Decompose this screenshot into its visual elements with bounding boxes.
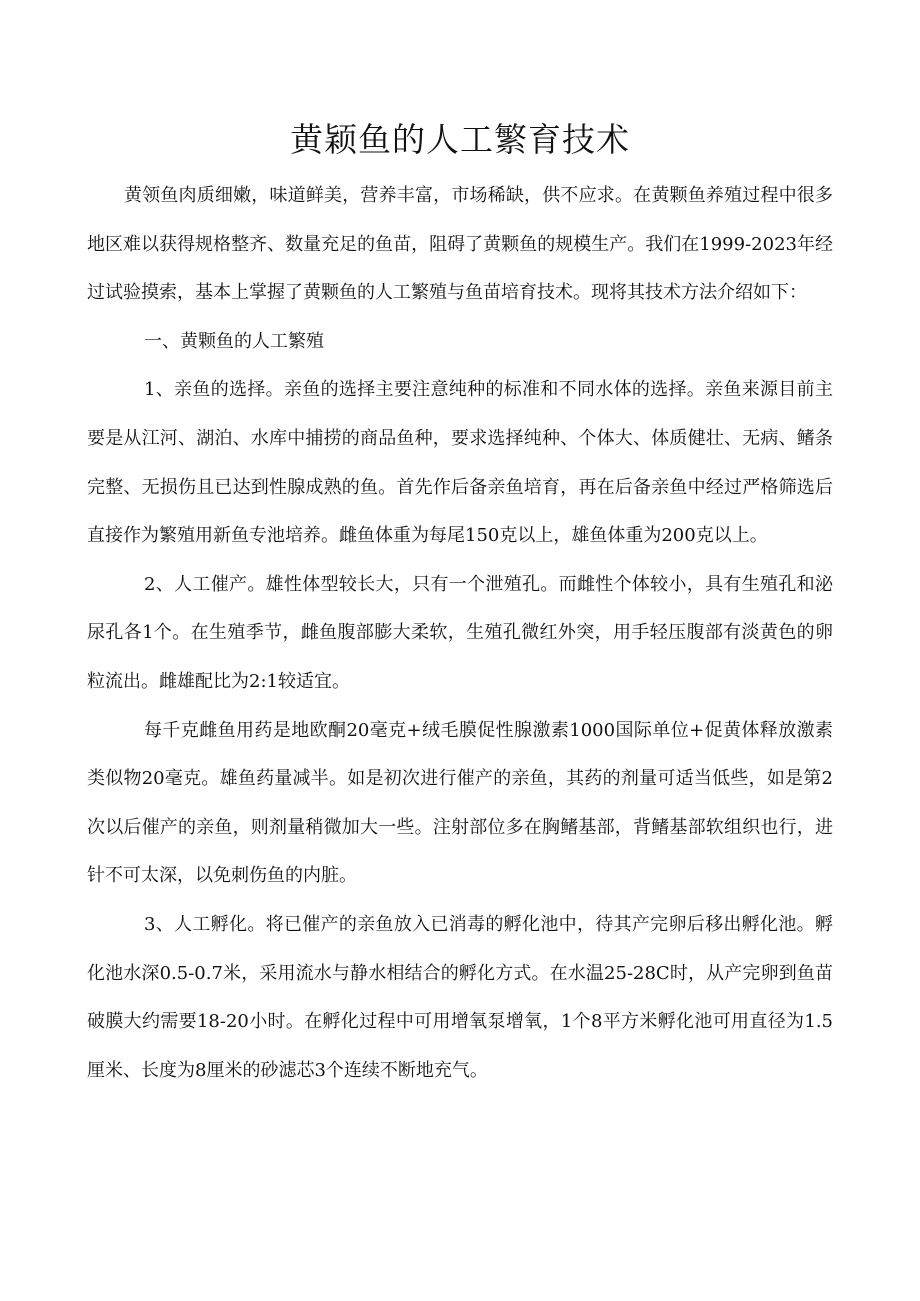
paragraph-artificial-induction: 2、人工催产。雄性体型较长大，只有一个泄殖孔。而雌性个体较小，具有生殖孔和泌尿孔各1个。在生殖季节，雌鱼腹部膨大柔软，生殖孔微红外突，用手轻压腹部有淡黄色的卵粒流出。雌雄配比为2:1较适宜。 [87, 573, 833, 692]
paragraph-artificial-hatching: 3、人工孵化。将已催产的亲鱼放入已消毒的孵化池中，待其产完卵后移出孵化池。孵化池水深0.5-0.7米，采用流水与静水相结合的孵化方式。在水温25-28C时，从产完卵到鱼苗破膜大约需要18-20小时。在孵化过程中可用增氧泵增氧，1个8平方米孵化池可用直径为1.5厘米、长度为8厘米的砂滤芯3个连续不断地充气。 [87, 913, 833, 1081]
document-title: 黄颖鱼的人工繁育技术 [290, 120, 630, 159]
intro-paragraph: 黄领鱼肉质细嫩，味道鲜美，营养丰富，市场稀缺，供不应求。在黄颗鱼养殖过程中很多地区难以获得规格整齐、数量充足的鱼苗，阻碍了黄颗鱼的规模生产。我们在1999-2023年经过试验摸索，基本上掌握了黄颗鱼的人工繁殖与鱼苗培育技术。现将其技术方法介绍如下： [87, 185, 833, 304]
paragraph-broodstock-selection: 1、亲鱼的选择。亲鱼的选择主要注意纯种的标准和不同水体的选择。亲鱼来源目前主要是从江河、湖泊、水库中捕捞的商品鱼种，要求选择纯种、个体大、体质健壮、无病、鳍条完整、无损伤且已达到性腺成熟的鱼。首先作后备亲鱼培育，再在后备亲鱼中经过严格筛选后直接作为繁殖用新鱼专池培养。雌鱼体重为每尾150克以上，雄鱼体重为200克以上。 [87, 379, 833, 547]
document-body [87, 172, 833, 1095]
paragraph-dosage: 每千克雌鱼用药是地欧酮20毫克+绒毛膜促性腺激素1000国际单位+促黄体释放激素类似物20毫克。雄鱼药量减半。如是初次进行催产的亲鱼，其药的剂量可适当低些，如是第2次以后催产的亲鱼，则剂量稍微加大一些。注射部位多在胸鳍基部，背鳍基部软组织也行，进针不可太深，以免刺伤鱼的内脏。 [87, 719, 833, 887]
section-heading-artificial-breeding: 一、黄颗鱼的人工繁殖 [144, 330, 324, 352]
